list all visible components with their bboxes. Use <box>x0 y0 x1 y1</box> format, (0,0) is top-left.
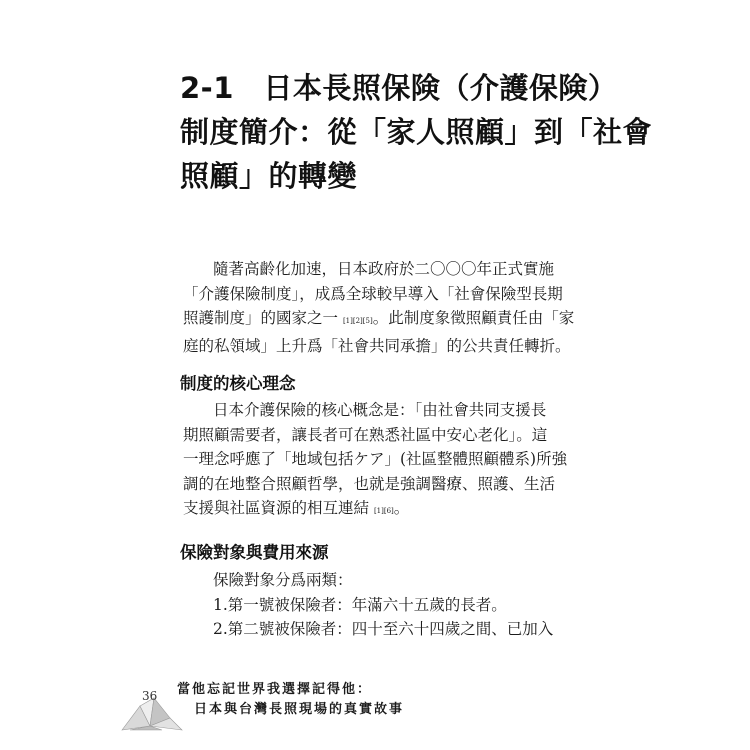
core-line-1: 日本介護保險的核心概念是：「由社會共同支援長 <box>213 401 547 419</box>
citation-ref: [1][2][5] <box>342 317 373 325</box>
intro-line-2: 「介護保險制度」，成爲全球較早導入「社會保險型長期 <box>183 284 563 303</box>
list-item: 1.第一號被保險者：年滿六十五歲的長者。 <box>213 595 507 614</box>
running-title-line-2: 日本與台灣長照現場的真實故事 <box>194 702 405 717</box>
page-number: 36 <box>142 689 158 703</box>
core-line-5 <box>183 496 573 524</box>
chapter-title-line-1: 2-1 日本長照保険（介護保険） <box>180 71 618 105</box>
insurance-list <box>183 568 573 642</box>
core-line-4: 調的在地整合照顧哲學，也就是強調醫療、照護、生活 <box>183 474 556 493</box>
running-title-line-1: 當他忘記世界我選擇記得他： <box>177 682 373 697</box>
core-line-2: 期照顧需要者，讓長者可在熟悉社區中安心老化」。這 <box>183 425 548 444</box>
intro-paragraph <box>183 257 573 358</box>
intro-line-3-rest: 。此制度象徵照顧責任由「家 <box>372 309 575 327</box>
page-footer <box>120 676 540 736</box>
chapter-title-line-3: 照顧」的轉變 <box>180 159 358 193</box>
insurance-intro: 保險對象分爲兩類： <box>213 571 353 589</box>
core-line-3: 一理念呼應了「地域包括ケア」(社區整體照顧體系)所強 <box>183 450 568 468</box>
section-heading-core-concept: 制度的核心理念 <box>180 374 296 393</box>
core-concept-paragraph <box>183 398 573 524</box>
intro-line-1: 隨著高齡化加速，日本政府於二〇〇〇年正式實施 <box>213 260 555 278</box>
chapter-title <box>180 66 653 198</box>
intro-line-3 <box>183 306 573 334</box>
core-line-5-text: 支援與社區資源的相互連結 <box>183 499 370 517</box>
chapter-title-line-2: 制度簡介：從「家人照顧」到「社會 <box>180 115 653 149</box>
citation-ref: [1][6] <box>373 507 394 515</box>
intro-line-3-text: 照護制度」的國家之一 <box>183 309 339 327</box>
intro-line-4: 庭的私領域」上升爲「社會共同承擔」的公共責任轉折。 <box>183 336 571 355</box>
list-item: 2.第二號被保險者：四十至六十四歲之間、已加入 <box>213 620 554 638</box>
core-line-5-rest: 。 <box>393 499 410 517</box>
section-heading-insurance: 保險對象與費用來源 <box>180 543 329 562</box>
